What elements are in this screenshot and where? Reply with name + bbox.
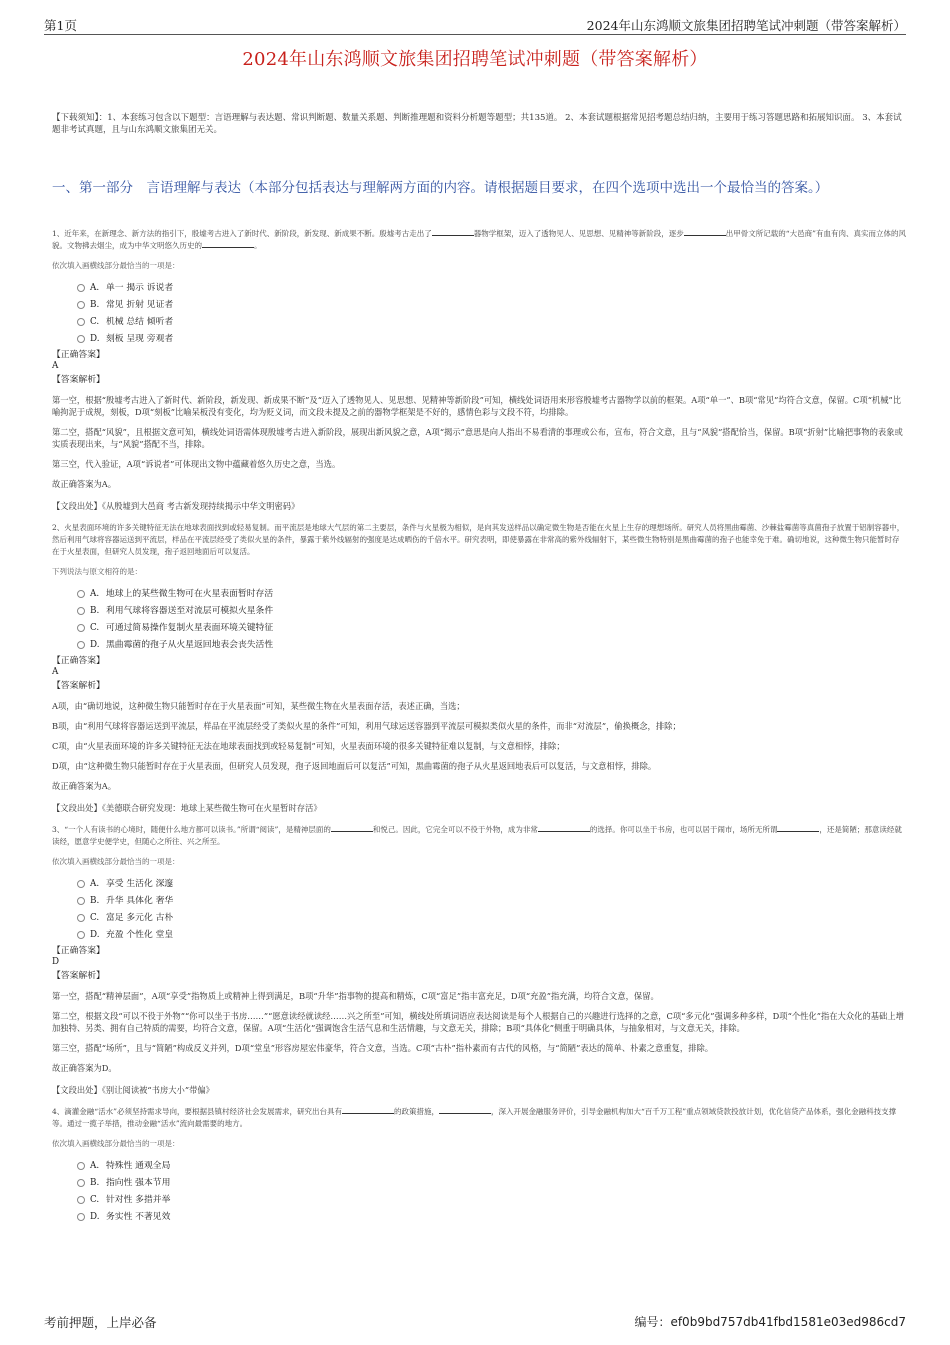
option-c[interactable]: C. 富足 多元化 古朴 — [52, 911, 906, 928]
option-d[interactable]: D. 务实性 不著见效 — [52, 1210, 906, 1227]
question-3 — [52, 824, 906, 1096]
radio-icon[interactable] — [77, 880, 85, 888]
radio-icon[interactable] — [77, 1213, 85, 1221]
option-d[interactable]: D. 黑曲霉菌的孢子从火星返回地表会丧失活性 — [52, 638, 906, 655]
option-a[interactable]: A. 单一 揭示 诉说者 — [52, 281, 906, 298]
answer-value: A — [52, 361, 59, 371]
analysis-paragraph: 第二空，根据文段“可以不役于外物”“你可以坐于书房……”“愿意读经就读经……兴之所至”可知，横线处所填词语应表达阅读是每个人根据自己的兴趣进行选择的之意，C项“多元化”强调多种多样，D项“个性化”指在大众化的基础上增加独特、另类、拥有自己特质的需要，均符合文意，保留。A项“生活化”强调饱含生活气息和生活情趣，与文意无关，排除；B项“具体化”侧重于明确具体，与抽象相对，与文意无关，排除。 — [52, 1011, 904, 1033]
question-2 — [52, 522, 906, 814]
question-prompt: 依次填入画横线部分最恰当的一项是： — [52, 857, 180, 866]
document-code: 编号：ef0b9bd757db41fbd1581e03ed986cd7 — [634, 1315, 906, 1329]
page-footer — [44, 1313, 906, 1331]
question-stem: 2、火星表面环境的许多关键特征无法在地球表面找到或轻易复制。而平流层是地球大气层的第二主要层，条件与火星极为相似，是向其发送样品以确定微生物是否能在火星上生存的理想场所。研究人员将黑曲霉菌、沙棘盐霉菌等真菌孢子放置于铝制容器中，然后利用气球将容器运送到平流层，样品在平流层经受了类似火星的条件，暴露于紫外线辐射的强度是达成晒伤的千倍水平。研究表明，即使暴露在非常高的紫外线辐射下，某些微生物特别是黑曲霉菌的孢子也能幸免于难。确切地说，这种微生物只能暂时存在于火星表面，但研究人员发现，孢子返回地面后可以复活。 — [52, 523, 905, 556]
option-c[interactable]: C. 可通过简易操作复制火星表面环境关键特征 — [52, 621, 906, 638]
header-doc-title: 2024年山东鸿顺文旅集团招聘笔试冲刺题（带答案解析） — [586, 18, 906, 33]
radio-icon[interactable] — [77, 914, 85, 922]
question-stem: 4、滴灌金融“活水”必须坚持需求导向，要根据县镇村经济社会发展需求，研究出台具有 的政策措施， ，深入开展金融服务评价，引导金融机构加大“百千万工程”重点领域贷款投放计划，优化信贷产品体系，强化金融科技支撑等。通过一揽子举措，推动金融“活水”流向最需要的地方。 — [52, 1107, 897, 1128]
analysis-paragraph: B项，由“利用气球将容器运送到平流层，样品在平流层经受了类似火星的条件”可知，利用气球运送容器到平流层可模拟类似火星的条件，而非“对流层”，偷换概念，排除； — [52, 721, 681, 731]
option-a[interactable]: A. 特殊性 通观全局 — [52, 1159, 906, 1176]
radio-icon[interactable] — [77, 1179, 85, 1187]
analysis-paragraph: 第一空，搭配“精神层面”，A项“享受”指物质上或精神上得到满足，B项“升华”指事物的提高和精炼，C项“富足”指丰富充足，D项“充盈”指充满，均符合文意，保留。 — [52, 991, 659, 1001]
radio-icon[interactable] — [77, 1196, 85, 1204]
page-number: 第1页 — [44, 18, 77, 33]
radio-icon[interactable] — [77, 318, 85, 326]
analysis-paragraph: 第三空，搭配“场所”，且与“简陋”构成反义并列，D项“堂皇”形容房屋宏伟豪华，符合文意，当选。C项“古朴”指朴素而有古代的风格，与“简陋”表达的简单、朴素之意重复，排除。 — [52, 1043, 714, 1053]
analysis-paragraph: 第三空，代入验证，A项“诉说者”可体现出文物中蕴藏着悠久历史之意，当选。 — [52, 459, 341, 469]
source-citation: 【文段出处】《美德联合研究发现：地球上某些微生物可在火星暂时存活》 — [52, 803, 322, 813]
fill-blank — [439, 1106, 491, 1114]
question-prompt: 依次填入画横线部分最恰当的一项是： — [52, 261, 180, 270]
radio-icon[interactable] — [77, 897, 85, 905]
option-c[interactable]: C. 机械 总结 倾听者 — [52, 315, 906, 332]
answer-tag: 【正确答案】 — [52, 946, 105, 956]
radio-icon[interactable] — [77, 284, 85, 292]
option-c[interactable]: C. 针对性 多措并举 — [52, 1193, 906, 1210]
source-citation: 【文段出处】《别让阅读被“书房大小”带偏》 — [52, 1085, 214, 1095]
question-stem: 3、“一个人有读书的心境时，随便什么地方都可以读书。”所谓“阅读”，是精神层面的 和悦己。因此，它完全可以不役于外物，成为非常 的选择。你可以坐于书房，也可以居于闹市，场所无所谓 ，还是简陋；那意读经就读经，愿意学史便学史，但随心之所往、兴之所至。 — [52, 825, 902, 846]
footer-slogan: 考前押题，上岸必备 — [44, 1315, 157, 1330]
analysis-tag: 【答案解析】 — [52, 681, 105, 691]
fill-blank — [342, 1106, 394, 1114]
question-prompt: 依次填入画横线部分最恰当的一项是： — [52, 1139, 180, 1148]
analysis-tag: 【答案解析】 — [52, 971, 105, 981]
analysis-paragraph: D项，由“这种微生物只能暂时存在于火星表面，但研究人员发现，孢子返回地面后可以复活”可知，黑曲霉菌的孢子从火星返回地表后可以复活，与文意相悖，排除。 — [52, 761, 657, 771]
radio-icon[interactable] — [77, 335, 85, 343]
fill-blank — [777, 824, 819, 832]
radio-icon[interactable] — [77, 1162, 85, 1170]
source-citation: 【文段出处】《从殷墟到大邑商 考古新发现持续揭示中华文明密码》 — [52, 501, 300, 511]
option-b[interactable]: B. 利用气球将容器送至对流层可模拟火星条件 — [52, 604, 906, 621]
option-a[interactable]: A. 地球上的某些微生物可在火星表面暂时存活 — [52, 587, 906, 604]
answer-value: A — [52, 667, 59, 677]
page-header — [44, 16, 906, 35]
answer-tag: 【正确答案】 — [52, 350, 105, 360]
radio-icon[interactable] — [77, 624, 85, 632]
section-heading: 一、第一部分 言语理解与表达（本部分包括表达与理解两方面的内容。请根据题目要求，在四个选项中选出一个最恰当的答案。） — [52, 180, 829, 196]
radio-icon[interactable] — [77, 301, 85, 309]
question-4 — [52, 1106, 906, 1227]
analysis-paragraph: 故正确答案为A。 — [52, 781, 117, 791]
option-b[interactable]: B. 指向性 强本节用 — [52, 1176, 906, 1193]
fill-blank — [202, 240, 254, 248]
radio-icon[interactable] — [77, 931, 85, 939]
analysis-paragraph: 第一空，根据“殷墟考古进入了新时代、新阶段，新发现、新成果不断”及“迈入了透物见人、见思想、见精神等新阶段”可知，横线处词语用来形容殷墟考古器物学以前的框架。A项“单一”、B项“常见”均符合文意，保留。C项“机械”比喻拘泥于成规，刻板，D项“刻板”比喻呆板没有变化，均为贬义词，而文段未提及之前的器物学框架是不好的，感情色彩与文段不符，均排除。 — [52, 395, 902, 417]
questions-area — [52, 228, 906, 1227]
question-1 — [52, 228, 906, 512]
option-d[interactable]: D. 刻板 呈现 旁观者 — [52, 332, 906, 349]
analysis-paragraph: 第二空，搭配“风貌”，且根据文意可知，横线处词语需体现殷墟考古进入新阶段，展现出新风貌之意，A项“揭示”意思是向人指出不易看清的事理或公布，宣布，符合文意，且与“风貌”搭配恰当，保留。B项“折射”比喻把事物的表象或实质表现出来，与“风貌”搭配不当，排除。 — [52, 427, 903, 449]
fill-blank — [538, 824, 590, 832]
analysis-paragraph: 故正确答案为D。 — [52, 1063, 117, 1073]
fill-blank — [331, 824, 373, 832]
analysis-paragraph: A项，由“确切地说，这种微生物只能暂时存在于火星表面”可知，某些微生物在火星表面存活，表述正确，当选； — [52, 701, 465, 711]
analysis-tag: 【答案解析】 — [52, 375, 105, 385]
radio-icon[interactable] — [77, 641, 85, 649]
download-notice: 【下载须知】：1、本套练习包含以下题型：言语理解与表达题、常识判断题、数量关系题、判断推理题和资料分析题等题型；共135道。 2、本套试题根据常见招考题总结归纳，主要用于练习答题思路和拓展知识面。 3、本套试题非考试真题，且与山东鸿顺文旅集团无关。 — [52, 113, 902, 135]
fill-blank — [432, 228, 474, 236]
answer-tag: 【正确答案】 — [52, 656, 105, 666]
analysis-paragraph: C项，由“火星表面环境的许多关键特征无法在地球表面找到或轻易复制”可知，火星表面环境的很多关键特征难以复制，与文意相悖，排除； — [52, 741, 565, 751]
radio-icon[interactable] — [77, 607, 85, 615]
question-prompt: 下列说法与原文相符的是： — [52, 567, 142, 576]
question-stem: 1、近年来，在新理念、新方法的指引下，殷墟考古进入了新时代、新阶段，新发现、新成果不断。殷墟考古走出了 器物学框架，迈入了透物见人、见思想、见精神等新阶段，逐步 出甲骨文所记载的“大邑商”有血有肉、真实而立体的风貌。文物拂去烟尘，成为中华文明悠久历史的 。 — [52, 229, 906, 250]
option-b[interactable]: B. 常见 折射 见证者 — [52, 298, 906, 315]
fill-blank — [684, 228, 726, 236]
answer-value: D — [52, 957, 60, 967]
radio-icon[interactable] — [77, 590, 85, 598]
document-title: 2024年山东鸿顺文旅集团招聘笔试冲刺题（带答案解析） — [242, 49, 708, 70]
option-d[interactable]: D. 充盈 个性化 堂皇 — [52, 928, 906, 945]
option-a[interactable]: A. 享受 生活化 深邃 — [52, 877, 906, 894]
option-b[interactable]: B. 升华 具体化 奢华 — [52, 894, 906, 911]
analysis-paragraph: 故正确答案为A。 — [52, 479, 117, 489]
